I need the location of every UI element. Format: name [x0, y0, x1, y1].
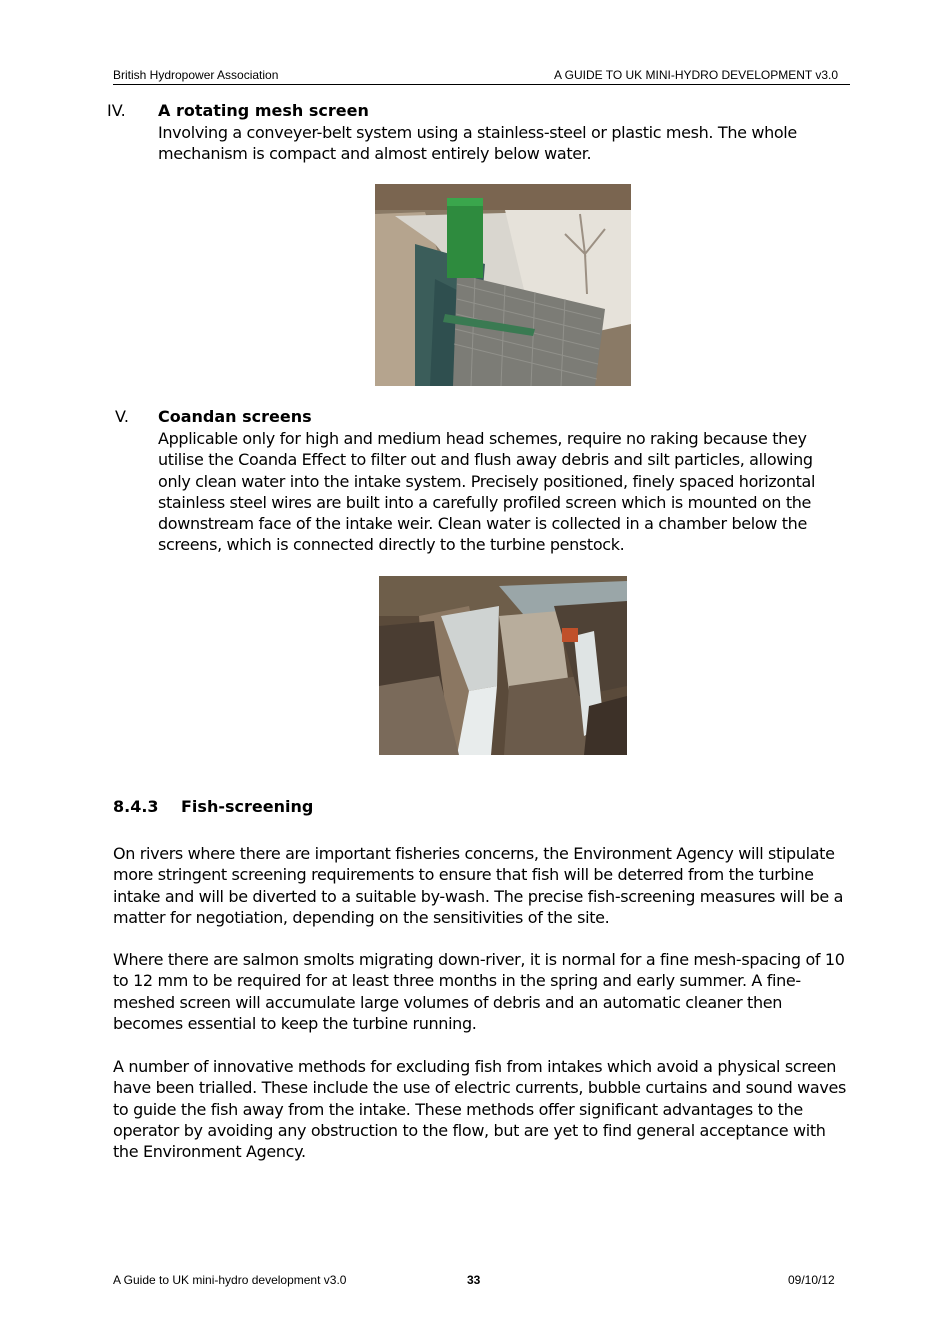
- item-number-iv: IV.: [107, 101, 126, 120]
- section-paragraph-3: A number of innovative methods for excluding fish from intakes which avoid a physical screen have been trialled. These include the use of electric currents, bubble curtains and sound waves to guide the fish away from the intake. These methods offer significant advantages to the operator by avoiding any obstruction to the flow, but are yet to find general acceptance with the Environment Agency.: [113, 1057, 846, 1162]
- item-title-rotating-mesh-screen: A rotating mesh screen: [158, 101, 369, 120]
- coandan-screen-photo: [379, 576, 627, 755]
- header-document-title: A GUIDE TO UK MINI-HYDRO DEVELOPMENT v3.0: [553, 68, 838, 82]
- section-paragraph-2: Where there are salmon smolts migrating down-river, it is normal for a fine mesh-spacing of 10 to 12 mm to be required for at least three months in the spring and early summer. A fine-meshed screen will accumulate large volumes of debris and an automatic cleaner then becomes essential to keep the turbine running.: [113, 950, 845, 1033]
- item-number-v: V.: [115, 407, 129, 426]
- page-header: [113, 68, 850, 85]
- footer-document-title: A Guide to UK mini-hydro development v3.0: [113, 1273, 347, 1287]
- section-number: 8.4.3: [113, 797, 159, 816]
- section-paragraph-1: On rivers where there are important fisheries concerns, the Environment Agency will stipulate more stringent screening requirements to ensure that fish will be deterred from the turbine intake and will be diverted to a suitable by-wash. The precise fish-screening measures will be a matter for negotiation, depending on the sensitivities of the site.: [113, 844, 844, 927]
- section-title: Fish-screening: [181, 797, 314, 816]
- section-heading: [113, 797, 313, 816]
- footer-page-number: 33: [467, 1273, 481, 1287]
- item-text-rotating-mesh-screen: Involving a conveyer-belt system using a stainless-steel or plastic mesh. The whole mechanism is compact and almost entirely below water.: [158, 123, 797, 164]
- header-organisation: British Hydropower Association: [113, 68, 279, 82]
- rotating-mesh-screen-photo: [375, 184, 631, 386]
- item-text-coandan-screens: Applicable only for high and medium head schemes, require no raking because they utilise the Coanda Effect to filter out and flush away debris and silt particles, allowing only clean water into the intake system. Precisely positioned, finely spaced horizontal stainless steel wires are built into a carefully profiled screen which is mounted on the downstream face of the intake weir. Clean water is collected in a chamber below the screens, which is connected directly to the turbine penstock.: [158, 429, 816, 555]
- footer-date: 09/10/12: [788, 1273, 835, 1287]
- item-title-coandan-screens: Coandan screens: [158, 407, 312, 426]
